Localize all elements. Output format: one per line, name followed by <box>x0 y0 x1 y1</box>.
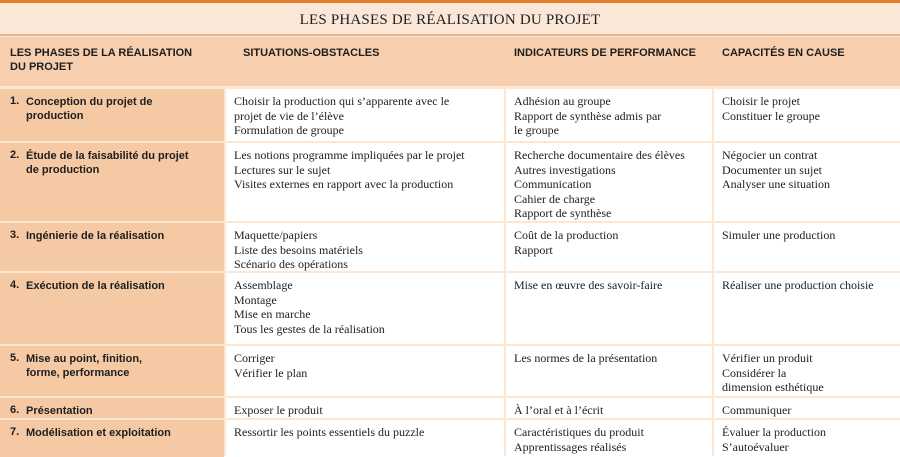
cell-line: Communication <box>514 177 592 191</box>
phase-label <box>26 404 218 418</box>
phase-label-line: forme, performance <box>26 367 130 379</box>
table-row <box>0 398 900 418</box>
cell-line: Les normes de la présentation <box>514 351 658 365</box>
phase-label-line: Modélisation et exploitation <box>26 427 171 439</box>
cell-line: Simuler une production <box>722 228 836 242</box>
header-indicateurs: INDICATEURS DE PERFORMANCE <box>514 47 696 59</box>
cell-line: Recherche documentaire des élèves <box>514 148 685 162</box>
cell-line: Tous les gestes de la réalisation <box>234 321 385 336</box>
phase-label-line: Mise au point, finition, <box>26 353 143 365</box>
cell-line: Lectures sur le sujet <box>234 162 331 177</box>
situations-cell <box>226 398 504 418</box>
phase-number: 6. <box>10 404 20 416</box>
cell-line: dimension esthétique <box>722 380 824 394</box>
cell-line: projet de vie de l’élève <box>234 108 344 123</box>
phase-cell <box>0 223 224 271</box>
cell-line: Adhésion au groupe <box>514 94 611 108</box>
phase-label-line: Exécution de la réalisation <box>26 280 165 292</box>
phase-label <box>26 229 218 243</box>
header-situations: SITUATIONS-OBSTACLES <box>243 47 380 59</box>
cell-line: Scénario des opérations <box>234 257 348 271</box>
cell-line: le groupe <box>514 123 559 137</box>
capacites-cell <box>714 89 900 141</box>
table-row <box>0 143 900 221</box>
indicateurs-cell <box>506 223 712 271</box>
phase-label-line: Présentation <box>26 405 93 417</box>
cell-line: Visites externes en rapport avec la production <box>234 177 454 191</box>
phase-number: 2. <box>10 149 20 161</box>
phase-label-line: Étude de la faisabilité du projet <box>26 150 189 162</box>
capacites-cell <box>714 223 900 271</box>
phase-number: 1. <box>10 95 20 107</box>
indicateurs-cell <box>506 346 712 396</box>
cell-line: Mise en marche <box>234 307 311 321</box>
cell-line: Rapport <box>514 242 553 257</box>
situations-cell <box>226 273 504 344</box>
indicateurs-cell <box>506 420 712 457</box>
phase-number: 3. <box>10 229 20 241</box>
cell-line: Évaluer la production <box>722 425 826 439</box>
situations-cell <box>226 143 504 221</box>
cell-line: Vérifier un produit <box>722 351 813 365</box>
phase-label <box>26 149 218 177</box>
cell-line: Assemblage <box>234 278 293 292</box>
cell-line: Négocier un contrat <box>722 148 818 162</box>
cell-line: Constituer le groupe <box>722 108 820 123</box>
cell-line: Cahier de charge <box>514 191 596 206</box>
cell-line: Réaliser une production choisie <box>722 278 874 292</box>
phase-cell <box>0 346 224 396</box>
capacites-cell <box>714 420 900 457</box>
table-row <box>0 273 900 344</box>
phase-number: 4. <box>10 279 20 291</box>
cell-line: À l’oral et à l’écrit <box>514 403 604 417</box>
phase-label-line: de production <box>26 164 100 176</box>
cell-line: Mise en œuvre des savoir-faire <box>514 278 663 292</box>
cell-line: Choisir le projet <box>722 94 800 108</box>
cell-line: Analyser une situation <box>722 177 830 191</box>
capacites-cell <box>714 273 900 344</box>
table-row <box>0 420 900 457</box>
phase-label <box>26 352 218 380</box>
capacites-cell <box>714 143 900 221</box>
cell-line: Rapport de synthèse <box>514 206 612 220</box>
cell-line: Coût de la production <box>514 228 619 242</box>
cell-line: Apprentissages réalisés <box>514 439 627 454</box>
cell-line: Montage <box>234 292 277 307</box>
phase-label-line: Ingénierie de la réalisation <box>26 230 165 242</box>
header-phase-line: DU PROJET <box>10 61 73 73</box>
capacites-cell <box>714 398 900 418</box>
situations-cell <box>226 346 504 396</box>
phase-label <box>26 95 218 123</box>
cell-line: Liste des besoins matériels <box>234 242 363 257</box>
phase-cell <box>0 420 224 457</box>
situations-cell <box>226 89 504 141</box>
cell-line: Caractéristiques du produit <box>514 425 644 439</box>
cell-line: S’autoévaluer <box>722 439 789 454</box>
table-row <box>0 223 900 271</box>
phase-cell <box>0 273 224 344</box>
cell-line: Rapport de synthèse admis par <box>514 108 662 123</box>
indicateurs-cell <box>506 398 712 418</box>
phase-label-line: Conception du projet de <box>26 96 153 108</box>
phase-label <box>26 426 218 440</box>
table-header <box>0 37 900 86</box>
cell-line: Les notions programme impliquées par le projet <box>234 148 465 162</box>
situations-cell <box>226 223 504 271</box>
header-phase-line: LES PHASES DE LA RÉALISATION <box>10 47 193 59</box>
cell-line: Formulation de groupe <box>234 123 344 137</box>
cell-line: Documenter un sujet <box>722 162 822 177</box>
cell-line: Ressortir les points essentiels du puzzle <box>234 425 425 439</box>
header-capacites: CAPACITÉS EN CAUSE <box>722 47 845 59</box>
table-row <box>0 346 900 396</box>
cell-line: Communiquer <box>722 403 792 417</box>
header-phase <box>10 46 192 74</box>
phase-cell <box>0 143 224 221</box>
indicateurs-cell <box>506 273 712 344</box>
cell-line: Vérifier le plan <box>234 365 308 380</box>
cell-line: Corriger <box>234 351 275 365</box>
cell-line: Autres investigations <box>514 162 616 177</box>
phase-cell <box>0 89 224 141</box>
cell-line: Exposer le produit <box>234 403 323 417</box>
phase-label <box>26 279 218 293</box>
situations-cell <box>226 420 504 457</box>
indicateurs-cell <box>506 143 712 221</box>
cell-line: Choisir la production qui s’apparente avec le <box>234 94 450 108</box>
cell-line: Maquette/papiers <box>234 228 318 242</box>
phase-label-line: production <box>26 110 84 122</box>
phase-number: 5. <box>10 352 20 364</box>
indicateurs-cell <box>506 89 712 141</box>
phase-number: 7. <box>10 426 20 438</box>
cell-line: Considérer la <box>722 365 787 380</box>
capacites-cell <box>714 346 900 396</box>
table-row <box>0 89 900 141</box>
table-title: LES PHASES DE RÉALISATION DU PROJET <box>0 6 900 36</box>
phase-cell <box>0 398 224 418</box>
